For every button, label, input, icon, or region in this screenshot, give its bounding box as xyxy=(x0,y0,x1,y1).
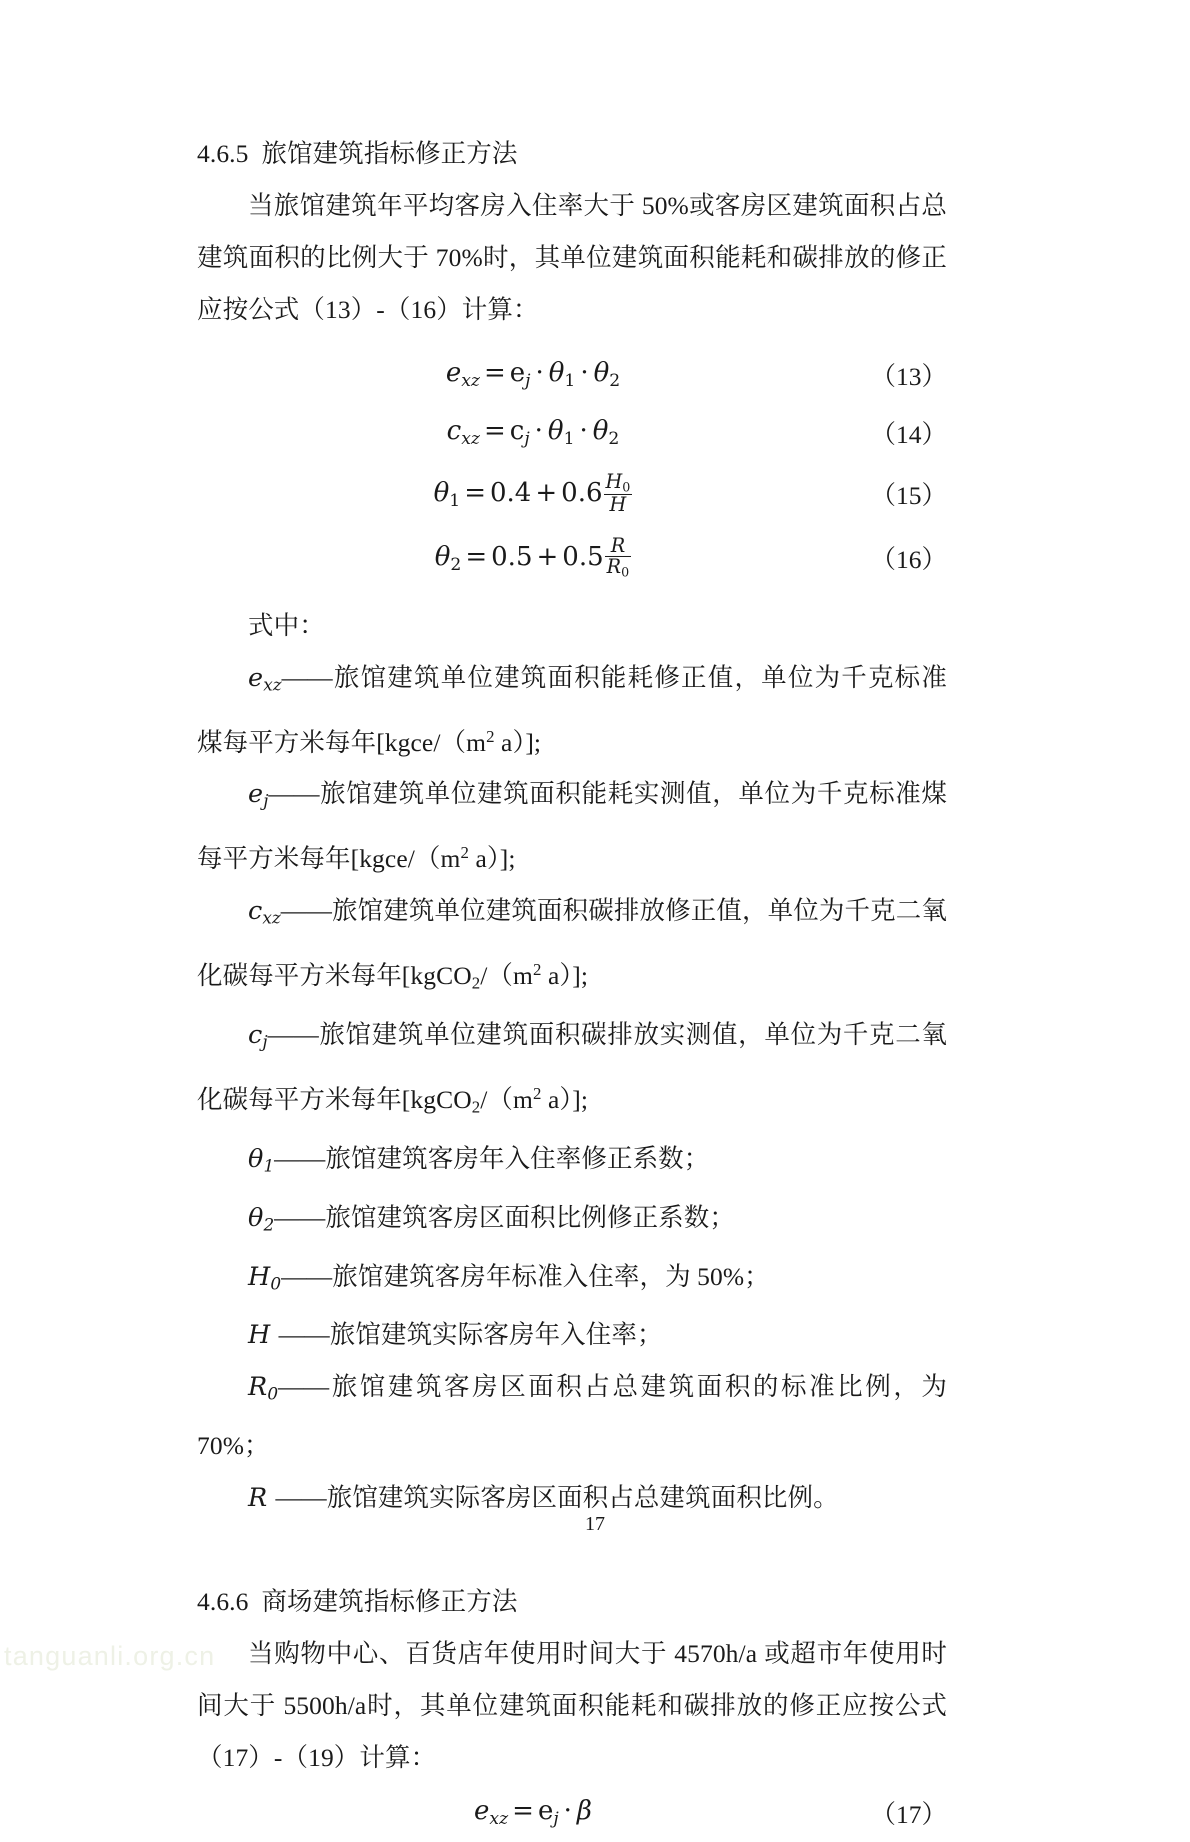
definition-symbol-e-j: $e_j$ xyxy=(248,779,269,812)
equation-13-number: （13） xyxy=(870,362,947,391)
section-heading-465 xyxy=(197,128,947,180)
section-paragraph-465: 当旅馆建筑年平均客房入住率大于 50%或客房区建筑面积占总建筑面积的比例大于 70%时，其单位建筑面积能耗和碳排放的修正应按公式（13）-（16）计算： xyxy=(197,191,947,324)
definition-text-theta-1: ——旅馆建筑客房年入住率修正系数； xyxy=(274,1144,710,1174)
equation-17-row xyxy=(197,1784,947,1842)
definition-unit-mid-3: /（m xyxy=(480,960,533,990)
definition-unit-post-1: a）]; xyxy=(494,727,542,757)
definition-theta-2 xyxy=(197,1192,947,1251)
equation-14-row xyxy=(197,404,947,462)
definition-symbol-c-xz: $c_{xz}$ xyxy=(248,895,281,928)
equation-15-row xyxy=(197,462,947,526)
definition-symbol-h-0: $H_0$ xyxy=(248,1261,282,1294)
equation-13-body: $e_{xz} = e_j \cdot \theta_1 \cdot \theta_2$ xyxy=(445,358,621,391)
definition-symbol-r: R xyxy=(248,1483,268,1514)
definition-symbol-h: H xyxy=(248,1320,271,1351)
definition-text-c-xz: ——旅馆建筑单位建筑面积碳排放修正值，单位为千克二氧化碳每平方米 xyxy=(197,895,947,990)
equation-16-row xyxy=(197,526,947,590)
definition-unit-exp-3: 2 xyxy=(532,959,542,979)
definition-theta-1 xyxy=(197,1133,947,1192)
definition-text-r-0: ——旅馆建筑客房区面积占总建筑面积的标准比例，为 70%； xyxy=(197,1372,947,1461)
definition-unit-pre-4: 每年[kgCO xyxy=(350,1084,472,1114)
definition-unit-pre-3: 每年[kgCO xyxy=(350,960,472,990)
watermark: tanguanli.org.cn xyxy=(4,1641,216,1671)
definition-text-c-j: ——旅馆建筑单位建筑面积碳排放实测值，单位为千克二氧化碳每平方米 xyxy=(197,1020,947,1114)
section-number-465: 4.6.5 xyxy=(197,139,249,168)
definition-symbol-e-xz: $e_{xz}$ xyxy=(248,663,282,695)
definition-co2-sub-4: 2 xyxy=(471,1097,481,1117)
section-number-466: 4.6.6 xyxy=(197,1587,249,1617)
page-content xyxy=(197,128,947,1842)
definition-unit-post-2: a）]; xyxy=(468,843,516,873)
equation-14-body: $c_{xz} = c_j \cdot \theta_1 \cdot \theta_2$ xyxy=(446,416,620,449)
definition-text-r: ——旅馆建筑实际客房区面积占总建筑面积比例。 xyxy=(275,1483,839,1513)
section-paragraph-466: 当购物中心、百货店年使用时间大于 4570h/a 或超市年使用时间大于 5500h/a时，其单位建筑面积能耗和碳排放的修正应按公式（17）-（19）计算： xyxy=(197,1639,947,1773)
definition-text-h: ——旅馆建筑实际客房年入住率； xyxy=(278,1320,663,1350)
definition-h-0 xyxy=(197,1251,947,1310)
definition-unit-post-4: a）]; xyxy=(541,1084,589,1114)
equation-16-number: （16） xyxy=(870,545,947,574)
definition-h xyxy=(197,1309,947,1361)
definition-symbol-theta-2: $\theta_2$ xyxy=(248,1202,275,1235)
definition-text-e-xz: ——旅馆建筑单位建筑面积能耗修正值，单位为千克标准煤每平方米每年 xyxy=(197,663,947,757)
definition-unit-post-3: a）]; xyxy=(541,960,589,990)
definition-unit-exp-1: 2 xyxy=(486,726,495,746)
section-title-466: 商场建筑指标修正方法 xyxy=(261,1587,518,1617)
definition-c-j xyxy=(197,1009,947,1133)
equation-17-number: （17） xyxy=(870,1800,947,1830)
definition-unit-pre-2: [kgce/（m xyxy=(350,843,461,873)
definition-e-j xyxy=(197,768,947,884)
definition-symbol-c-j: $c_j$ xyxy=(248,1020,268,1052)
definition-unit-exp-2: 2 xyxy=(460,843,469,863)
definition-text-theta-2: ——旅馆建筑客房区面积比例修正系数； xyxy=(274,1202,735,1232)
definition-unit-pre-1: [kgce/（m xyxy=(376,727,487,757)
definition-symbol-theta-1: $\theta_1$ xyxy=(248,1144,275,1176)
section-title-465: 旅馆建筑指标修正方法 xyxy=(261,139,518,168)
equation-15-number: （15） xyxy=(870,481,947,510)
definition-text-h-0: ——旅馆建筑客房年标准入住率，为 50%； xyxy=(281,1261,770,1291)
equation-13-row xyxy=(197,346,947,404)
definition-co2-sub-3: 2 xyxy=(471,973,481,993)
definition-r-0 xyxy=(197,1361,947,1472)
section-heading-466 xyxy=(197,1576,947,1628)
definition-unit-exp-4: 2 xyxy=(532,1083,542,1103)
equation-16-body: $\theta_2 = 0.5 + 0.5$ $\frac{R}{R_0}$ xyxy=(434,533,630,580)
definition-unit-mid-4: /（m xyxy=(480,1084,533,1114)
definition-symbol-r-0: $R_0$ xyxy=(248,1372,279,1405)
definition-text-e-j: ——旅馆建筑单位建筑面积能耗实测值，单位为千克标准煤每平方米每年 xyxy=(197,779,947,873)
page-number: 17 xyxy=(585,1513,605,1535)
definition-c-xz xyxy=(197,885,947,1009)
equation-17-body: $e_{xz} = e_j \cdot \beta$ xyxy=(474,1796,592,1829)
where-label: 式中： xyxy=(248,611,325,640)
definition-e-xz xyxy=(197,652,947,768)
equation-15-body: $\theta_1 = 0.4 + 0.6$ $\frac{H_0}{H}$ xyxy=(433,469,631,516)
equation-14-number: （14） xyxy=(870,420,947,449)
